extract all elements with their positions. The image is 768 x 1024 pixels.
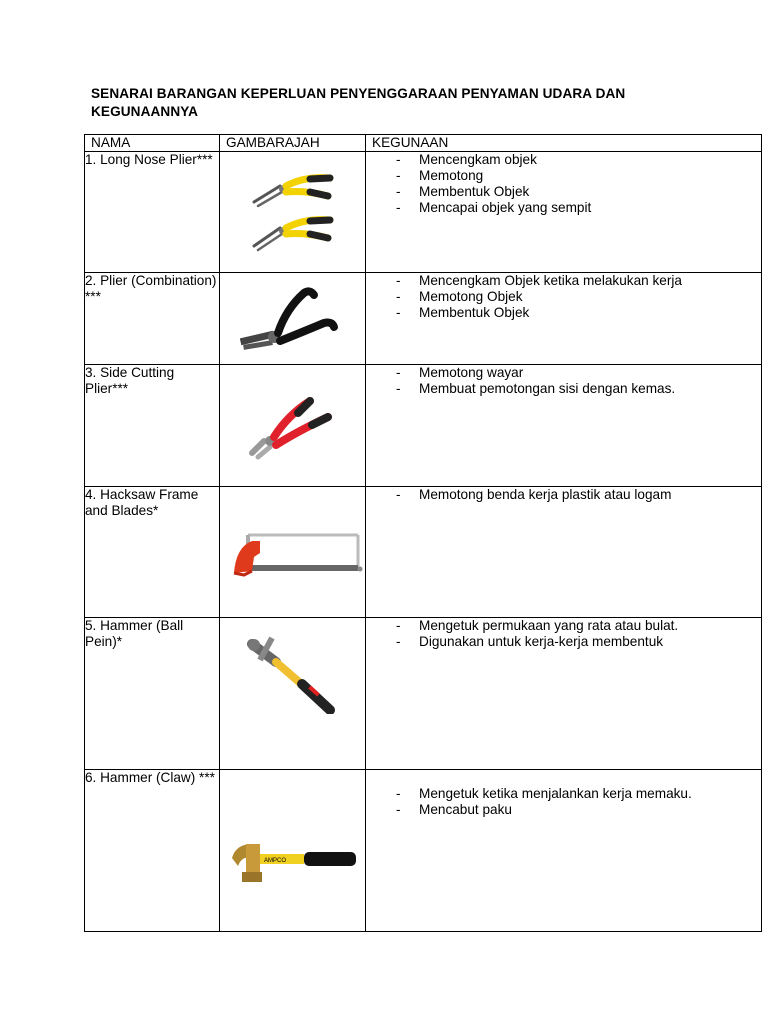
tools-table <box>84 134 762 932</box>
uses-list <box>366 365 761 397</box>
table-row <box>85 273 762 365</box>
use-item: - Memotong <box>396 168 484 183</box>
use-item: - Mencapai objek yang sempit <box>396 200 592 215</box>
use-item: - Mencabut paku <box>396 802 512 817</box>
hacksaw-icon <box>230 527 366 587</box>
tool-image-cell <box>220 365 366 487</box>
tool-image-cell <box>220 618 366 770</box>
side-cutting-plier-icon <box>248 395 338 461</box>
tool-image-cell <box>220 770 366 932</box>
use-item: - Mencengkam objek <box>396 152 537 167</box>
document-title: SENARAI BARANGAN KEPERLUAN PENYENGGARAAN PENYAMAN UDARA DAN KEGUNAANNYA <box>91 86 626 119</box>
tool-uses-cell <box>366 365 762 487</box>
uses-list <box>366 618 761 650</box>
tool-name: 6. Hammer (Claw) *** <box>85 770 220 932</box>
use-item: - Membentuk Objek <box>396 184 530 199</box>
svg-text:AMPCO: AMPCO <box>264 858 287 864</box>
use-item: - Digunakan untuk kerja-kerja membentuk <box>396 634 664 649</box>
tool-name: 3. Side Cutting Plier*** <box>85 365 220 487</box>
use-item: - Mengetuk ketika menjalankan kerja memaku. <box>396 786 692 801</box>
table-header-row <box>85 135 762 152</box>
uses-list <box>366 152 761 216</box>
table-row <box>85 770 762 932</box>
table-row <box>85 365 762 487</box>
use-item: - Memotong wayar <box>396 365 524 380</box>
table-row <box>85 152 762 273</box>
tool-uses-cell <box>366 487 762 618</box>
uses-list <box>366 487 761 503</box>
uses-list <box>366 786 761 818</box>
use-item: - Memotong benda kerja plastik atau logam <box>396 487 672 502</box>
tool-name: 4. Hacksaw Frame and Blades* <box>85 487 220 618</box>
use-item: - Membuat pemotongan sisi dengan kemas. <box>396 381 676 396</box>
tool-uses-cell <box>366 618 762 770</box>
tool-name: 1. Long Nose Plier*** <box>85 152 220 273</box>
tool-uses-cell <box>366 770 762 932</box>
table-row <box>85 487 762 618</box>
tool-image-cell <box>220 273 366 365</box>
ball-pein-hammer-icon <box>246 634 338 714</box>
tool-image-cell <box>220 152 366 273</box>
table-row <box>85 618 762 770</box>
tool-name: 2. Plier (Combination) *** <box>85 273 220 365</box>
use-item: - Memotong Objek <box>396 289 523 304</box>
use-item: - Mengetuk permukaan yang rata atau bulat. <box>396 618 679 633</box>
combination-plier-icon <box>240 285 340 353</box>
long-nose-plier-icon <box>250 166 340 256</box>
tool-uses-cell <box>366 273 762 365</box>
tool-uses-cell <box>366 152 762 273</box>
header-kegunaan: KEGUNAAN <box>366 135 762 152</box>
use-item: - Mencengkam Objek ketika melakukan kerja <box>396 273 682 288</box>
uses-list <box>366 273 761 321</box>
tool-image-cell <box>220 487 366 618</box>
header-gambarajah: GAMBARAJAH <box>220 135 366 152</box>
header-nama: NAMA <box>85 135 220 152</box>
use-item: - Membentuk Objek <box>396 305 530 320</box>
tool-name: 5. Hammer (Ball Pein)* <box>85 618 220 770</box>
claw-hammer-icon <box>228 840 360 890</box>
